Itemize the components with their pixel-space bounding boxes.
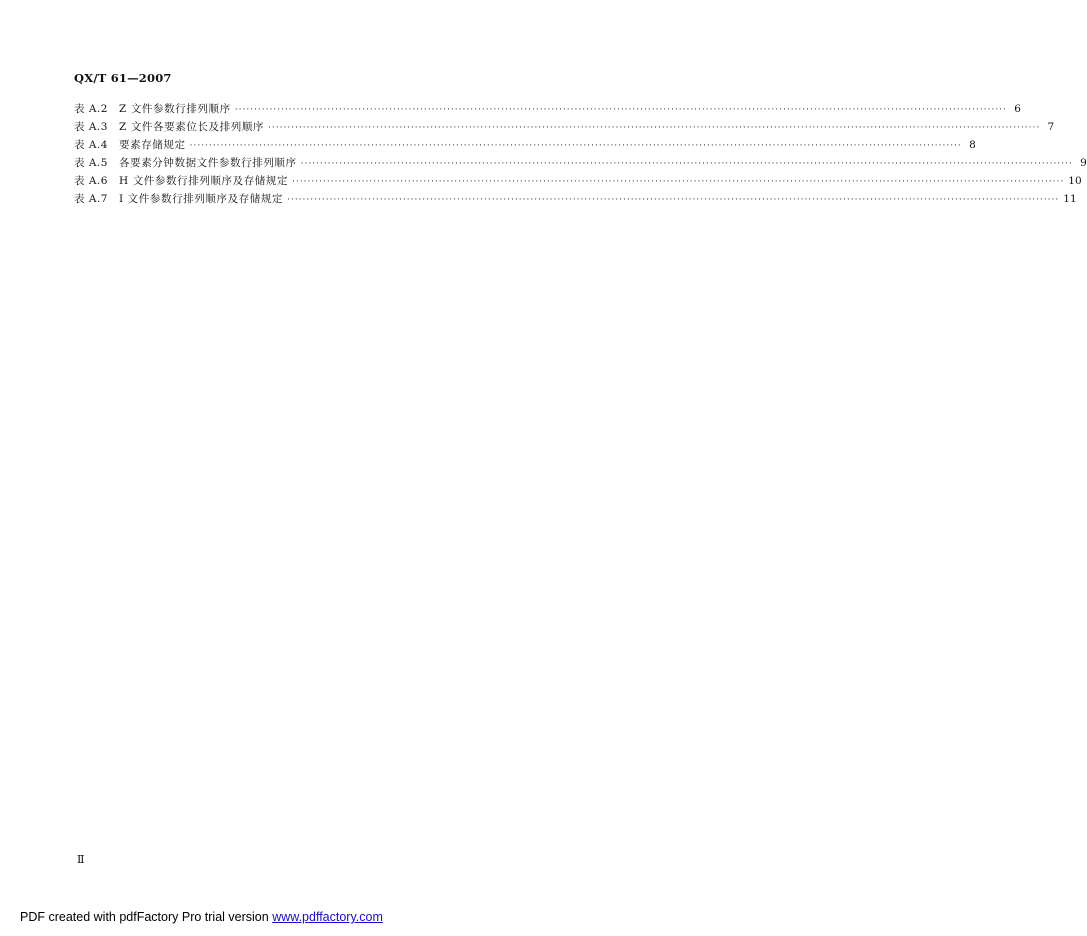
toc-entry-label: 表 A.2 — [74, 103, 108, 115]
toc-entry-label: 表 A.7 — [74, 193, 108, 205]
toc-entry-label: 表 A.5 — [74, 157, 108, 169]
toc-entry[interactable] — [74, 100, 1021, 118]
toc-entry-title: H 文件参数行排列顺序及存储规定 — [119, 175, 289, 187]
toc-entry-title: Z 文件参数行排列顺序 — [119, 103, 231, 115]
toc-entry-label: 表 A.3 — [74, 121, 108, 133]
toc-dot-leader: ········································································································································································································ — [234, 105, 1007, 115]
toc-dot-leader: ········································································································································································································ — [268, 123, 1041, 133]
toc-entry-page: 6 — [1014, 103, 1021, 115]
toc-entry-title: 各要素分钟数据文件参数行排列顺序 — [119, 157, 297, 169]
toc-entry-page: 8 — [969, 139, 976, 151]
toc-entry-page: 9 — [1080, 157, 1087, 169]
pdf-notice-text: PDF created with pdfFactory Pro trial version — [20, 910, 269, 924]
toc-entry-title: Z 文件各要素位长及排列顺序 — [119, 121, 265, 133]
toc-dot-leader: ········································································································································································································ — [189, 141, 962, 151]
toc-entry[interactable] — [74, 172, 1082, 190]
toc-entry[interactable] — [74, 154, 1087, 172]
page-number: Ⅱ — [77, 853, 85, 866]
toc-entry-page: 10 — [1068, 175, 1082, 187]
toc-entry-label: 表 A.4 — [74, 139, 108, 151]
toc-entry-title: I 文件参数行排列顺序及存储规定 — [119, 193, 284, 205]
toc-dot-leader: ········································································································································································································ — [300, 159, 1073, 169]
pdf-creator-notice — [20, 910, 383, 924]
toc-dot-leader: ········································································································································································································ — [292, 177, 1065, 187]
toc-entry-title: 要素存储规定 — [119, 139, 186, 151]
toc-dot-leader: ········································································································································································································ — [287, 195, 1060, 205]
toc-entry-label: 表 A.6 — [74, 175, 108, 187]
toc-entry[interactable] — [74, 118, 1055, 136]
toc-entry[interactable] — [74, 190, 1077, 208]
pdffactory-link[interactable]: www.pdffactory.com — [272, 910, 383, 924]
document-code: QX/T 61—2007 — [74, 71, 172, 85]
toc-entry-page: 11 — [1063, 193, 1077, 205]
toc-entry-page: 7 — [1047, 121, 1055, 133]
toc-entry[interactable] — [74, 136, 976, 154]
table-of-contents — [74, 100, 1087, 208]
